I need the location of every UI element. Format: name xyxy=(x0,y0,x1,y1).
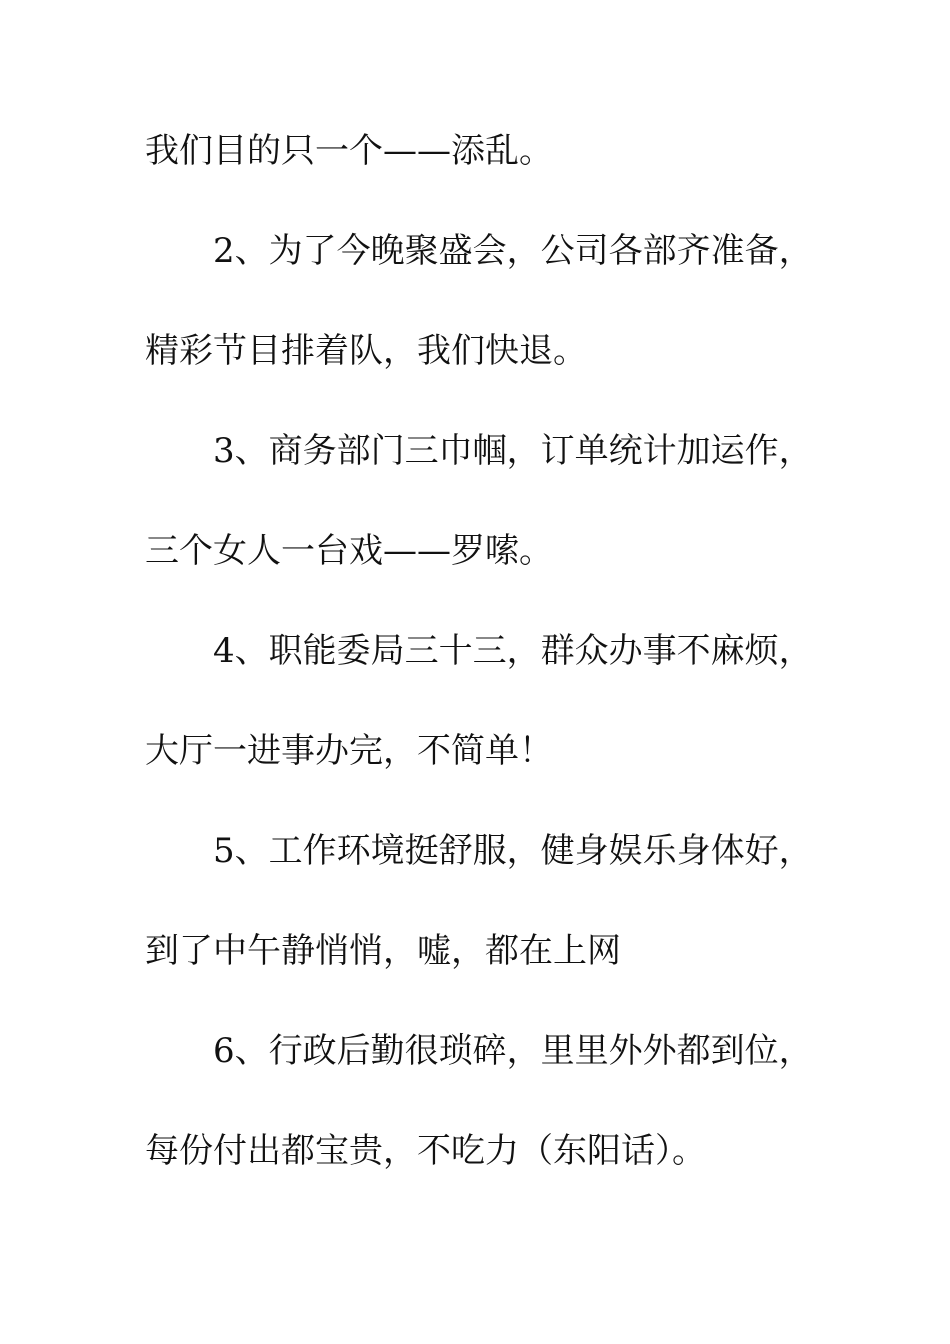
text-line: 精彩节目排着队，我们快退。 xyxy=(145,331,587,371)
numbered-verse-line: 4、职能委局三十三，群众办事不麻烦， xyxy=(213,631,813,671)
numbered-verse-line: 2、为了今晚聚盛会，公司各部齐准备， xyxy=(213,231,813,271)
numbered-verse-line: 5、工作环境挺舒服，健身娱乐身体好， xyxy=(213,831,813,871)
text-line: 大厅一进事办完，不简单！ xyxy=(145,731,553,771)
text-line: 我们目的只一个——添乱。 xyxy=(145,131,553,171)
text-line: 到了中午静悄悄，嘘，都在上网 xyxy=(145,931,621,971)
text-line: 三个女人一台戏——罗嗦。 xyxy=(145,531,553,571)
numbered-verse-line: 3、商务部门三巾帼，订单统计加运作， xyxy=(213,431,813,471)
numbered-verse-line: 6、行政后勤很琐碎，里里外外都到位， xyxy=(213,1031,813,1071)
text-line: 每份付出都宝贵，不吃力（东阳话）。 xyxy=(145,1131,706,1171)
